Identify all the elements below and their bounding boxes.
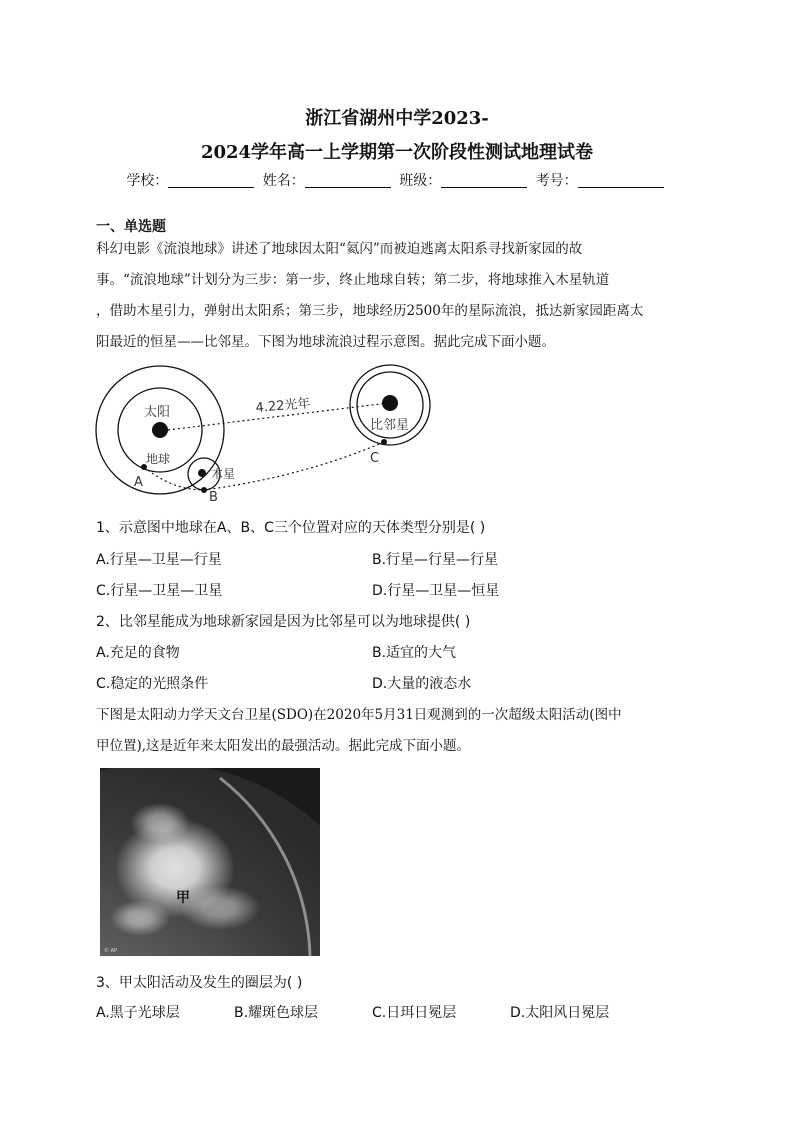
passage-2-line: 下图是太阳动力学天文台卫星(SDO)在2020年5月31日观测到的一次超级太阳活动(图中 (96, 707, 622, 723)
student-info-row (0, 170, 794, 190)
q2-option-b[interactable]: B.适宜的大气 (372, 645, 457, 661)
bright-loop (130, 803, 190, 843)
wandering-earth-diagram (92, 362, 442, 507)
q3-option-d[interactable]: D.太阳风日冕层 (510, 1005, 610, 1021)
class-label: 班级： (399, 173, 442, 189)
q1-option-a[interactable]: A.行星—卫星—行星 (96, 552, 222, 568)
passage-1 (96, 234, 700, 358)
point-c-dot (381, 439, 387, 445)
passage-2 (96, 700, 700, 762)
passage-1-line: 科幻电影《流浪地球》讲述了地球因太阳“氦闪”而被迫逃离太阳系寻找新家园的故 (96, 241, 583, 257)
point-c-label: C (370, 451, 380, 466)
point-b-label: B (209, 490, 218, 505)
earth-label: 地球 (146, 452, 171, 466)
q1-option-c[interactable]: C.行星—卫星—卫星 (96, 583, 223, 599)
jupiter-dot (198, 469, 206, 477)
point-b-dot (201, 487, 207, 493)
proxima-dot (382, 395, 398, 411)
solar-activity-photo (100, 768, 320, 956)
q1-option-d[interactable]: D.行星—卫星—恒星 (372, 583, 500, 599)
section-title: 一、单选题 (96, 219, 166, 235)
name-label: 姓名： (262, 173, 305, 189)
sun-dot (152, 422, 168, 438)
exam-number-blank (578, 173, 664, 188)
question-3: 3、甲太阳活动及发生的圈层为( ) (96, 975, 303, 991)
exam-number-label: 考号： (535, 173, 578, 189)
q2-option-d[interactable]: D.大量的液态水 (372, 676, 472, 692)
q2-option-c[interactable]: C.稳定的光照条件 (96, 676, 209, 692)
school-label: 学校： (126, 173, 169, 189)
question-2: 2、比邻星能成为地球新家园是因为比邻星可以为地球提供( ) (96, 614, 471, 630)
photo-credit: © AP (104, 948, 118, 954)
exam-title-line2: 2024学年高一上学期第一次阶段性测试地理试卷 (200, 142, 594, 163)
jia-marker-label: 甲 (176, 890, 190, 906)
passage-1-line: 阳最近的恒星——比邻星。下图为地球流浪过程示意图。据此完成下面小题。 (96, 334, 555, 350)
distance-label: 4.22光年 (255, 396, 312, 416)
trajectory-path (144, 442, 384, 490)
name-blank (305, 173, 391, 188)
class-blank (441, 173, 527, 188)
q3-option-b[interactable]: B.耀斑色球层 (234, 1005, 319, 1021)
passage-1-line: 事。“流浪地球”计划分为三步：第一步，终止地球自转；第二步，将地球推入木星轨道 (96, 272, 610, 288)
passage-1-line: ，借助木星引力，弹射出太阳系；第三步，地球经历2500年的星际流浪，抵达新家园距离太 (96, 303, 644, 319)
question-1: 1、示意图中地球在A、B、C三个位置对应的天体类型分别是( ) (96, 520, 486, 536)
active-region (110, 900, 170, 936)
q3-option-c[interactable]: C.日珥日冕层 (372, 1005, 457, 1021)
school-blank (168, 173, 254, 188)
exam-title-line1: 浙江省湖州中学2023- (305, 108, 489, 129)
active-region (180, 886, 260, 930)
sun-label: 太阳 (144, 405, 171, 420)
jupiter-label: 木星 (211, 467, 236, 481)
proxima-label: 比邻星 (370, 418, 410, 433)
q1-option-b[interactable]: B.行星—行星—行星 (372, 552, 499, 568)
q3-option-a[interactable]: A.黑子光球层 (96, 1005, 180, 1021)
q2-option-a[interactable]: A.充足的食物 (96, 645, 180, 661)
point-a-label: A (134, 475, 143, 490)
passage-2-line: 甲位置),这是近年来太阳发出的最强活动。据此完成下面小题。 (96, 738, 471, 754)
point-a-dot (141, 464, 147, 470)
